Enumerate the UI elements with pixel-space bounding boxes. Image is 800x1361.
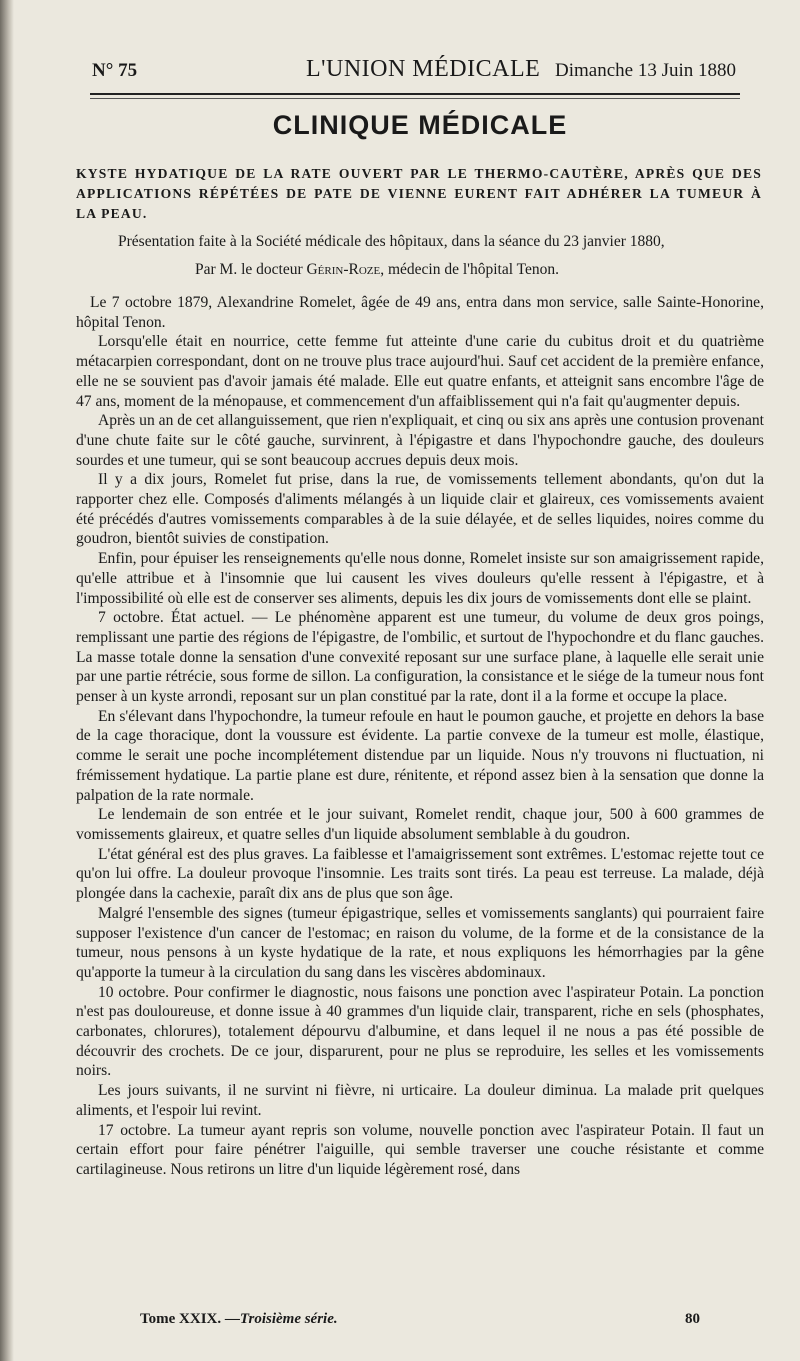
header-rule [90,93,740,99]
issue-date: Dimanche 13 Juin 1880 [554,60,736,81]
article-title: KYSTE HYDATIQUE DE LA RATE OUVERT PAR LE THERMO-CAUTÈRE, APRÈS QUE DES APPLICATIONS RÉPÉTÉES DE PATE DE VIENNE EURENT FAIT ADHÉRER LA TUMEUR À LA PEAU. [76,166,762,221]
paragraph: L'état général est des plus graves. La faiblesse et l'amaigrissement sont extrêmes. L'estomac rejette tout ce qu'on lui offre. La douleur provoque l'insomnie. Les traits sont tirés. La peau est terreuse. La malade, déjà plongée dans la cachexie, paraît dix ans de plus que son âge. [76,845,764,903]
paragraph: Lorsqu'elle était en nourrice, cette femme fut atteinte d'une carie du cubitus droit et du quatrième métacarpien correspondant, dont on ne trouve plus trace aujourd'hui. Sauf cet accident de la première enfance, elle ne se souvient pas d'avoir jamais été malade. Elle eut quatre enfants, et atteignit sans encombre l'âge de 47 ans, moment de la ménopause, et commencement d'un affaiblissement qui n'a fait qu'augmenter depuis. [76,333,764,410]
presentation-line: Présentation faite à la Société médicale des hôpitaux, dans la séance du 23 janvier 1880, [118,233,665,250]
paragraph: Le 7 octobre 1879, Alexandrine Romelet, âgée de 49 ans, entra dans mon service, salle Sainte-Honorine, hôpital Tenon. [76,294,764,331]
paragraph: En s'élevant dans l'hypochondre, la tumeur refoule en haut le poumon gauche, et projette en dehors la base de la cage thoracique, dont la voussure est évidente. La partie convexe de la tumeur est molle, élastique, comme le serait une poche incomplétement distendue par un liquide. Nous n'y trouvons ni fluctuation, ni frémissement hydatique. La partie plane est dure, rénitente, et répond assez bien à la sensation que donne la palpation de la rate normale. [76,707,764,804]
paragraph: Il y a dix jours, Romelet fut prise, dans la rue, de vomissements tellement abondants, qu'on dut la rapporter chez elle. Composés d'aliments mélangés à un liquide clair et glaireux, ces vomissements avaient été précédés d'autres vomissements comparables à de la suie délayée, et de selles liquides, noires comme du goudron, bientôt suivies de constipation. [76,471,764,548]
series-label: Troisième série. [239,1311,338,1327]
author-suffix: , médecin de l'hôpital Tenon. [380,261,559,278]
paragraph: Enfin, pour épuiser les renseignements qu'elle nous donne, Romelet insiste sur son amaigrissement rapide, qu'elle attribue et à l'insomnie que lui causent les vives douleurs qu'elle ressent à l'épigastre, et à l'impossibilité où elle est de conserver ses aliments, depuis les dix jours de vomissements dont elle se plaint. [76,550,764,607]
page-header [92,56,736,90]
paragraph: Malgré l'ensemble des signes (tumeur épigastrique, selles et vomissements sanglants) qui pourraient faire supposer l'existence d'un cancer de l'estomac; en raison du volume, de la forme et de la consistance de la tumeur, nous pensons à un kyste hydatique de la rate, et nous expliquons les hémorrhagies par la gêne qu'apporte la tumeur à la circulation du sang dans les viscères abdominaux. [76,904,764,981]
paragraph: 17 octobre. La tumeur ayant repris son volume, nouvelle ponction avec l'aspirateur Potain. Il faut un certain effort pour faire pénétrer l'aiguille, qui semble traverser une couche résistante et comme cartilagineuse. Nous retirons un litre d'un liquide légèrement rosé, dans [76,1121,764,1178]
author-prefix: Par M. le docteur [195,261,307,278]
book-spine-shadow [0,0,14,1361]
author-name: Gérin-Roze [306,261,381,278]
section-title: CLINIQUE MÉDICALE [272,110,568,140]
paragraph: 7 octobre. État actuel. — Le phénomène apparent est une tumeur, du volume de deux gros poings, remplissant une partie des régions de l'épigastre, de l'ombilic, et surtout de l'hypochondre et du flanc gauches. La masse totale donne la sensation d'une convexité reposant sur une surface plane, à laquelle elle serait unie par une partie rétrécie, sous forme de sillon. La configuration, la consistance et le siége de la tumeur nous font penser à un kyste arrondi, reposant sur un plan constitué par la rate, dont il a la forme et occupe la place. [76,609,764,706]
paragraph: Les jours suivants, il ne survint ni fièvre, ni urticaire. La douleur diminua. La malade prit quelques aliments, et l'espoir lui revint. [76,1082,764,1119]
paragraph: Le lendemain de son entrée et le jour suivant, Romelet rendit, chaque jour, 500 à 600 grammes de vomissements glaireux, et quatre selles d'un liquide absolument semblable à du goudron. [76,806,764,843]
paragraph: 10 octobre. Pour confirmer le diagnostic, nous faisons une ponction avec l'aspirateur Potain. La ponction n'est pas douloureuse, et donne issue à 40 grammes d'un liquide clair, transparent, riche en sels (phosphates, carbonates, chlorures), totalement dépourvu d'albumine, et dans lequel il ne nous a pas été possible de découvrir des crochets. De ce jour, disparurent, pour ne plus se reproduire, les selles et les vomissements noirs. [76,983,764,1080]
page-footer [140,1311,700,1328]
tome-label: Tome XXIX. — [140,1311,240,1327]
page-number: 80 [685,1311,700,1327]
author-line [195,260,760,280]
paragraph: Après un an de cet allanguissement, que rien n'expliquait, et cinq ou six ans après une contusion provenant d'une chute faite sur le côté gauche, survinrent, à l'épigastre et dans l'hypochondre gauche, des douleurs sourdes et une tumeur, qui se sont beaucoup accrues depuis deux mois. [76,412,764,469]
issue-number: N° 75 [92,60,138,81]
journal-title: L'UNION MÉDICALE [306,56,541,82]
article-body [76,293,764,1180]
